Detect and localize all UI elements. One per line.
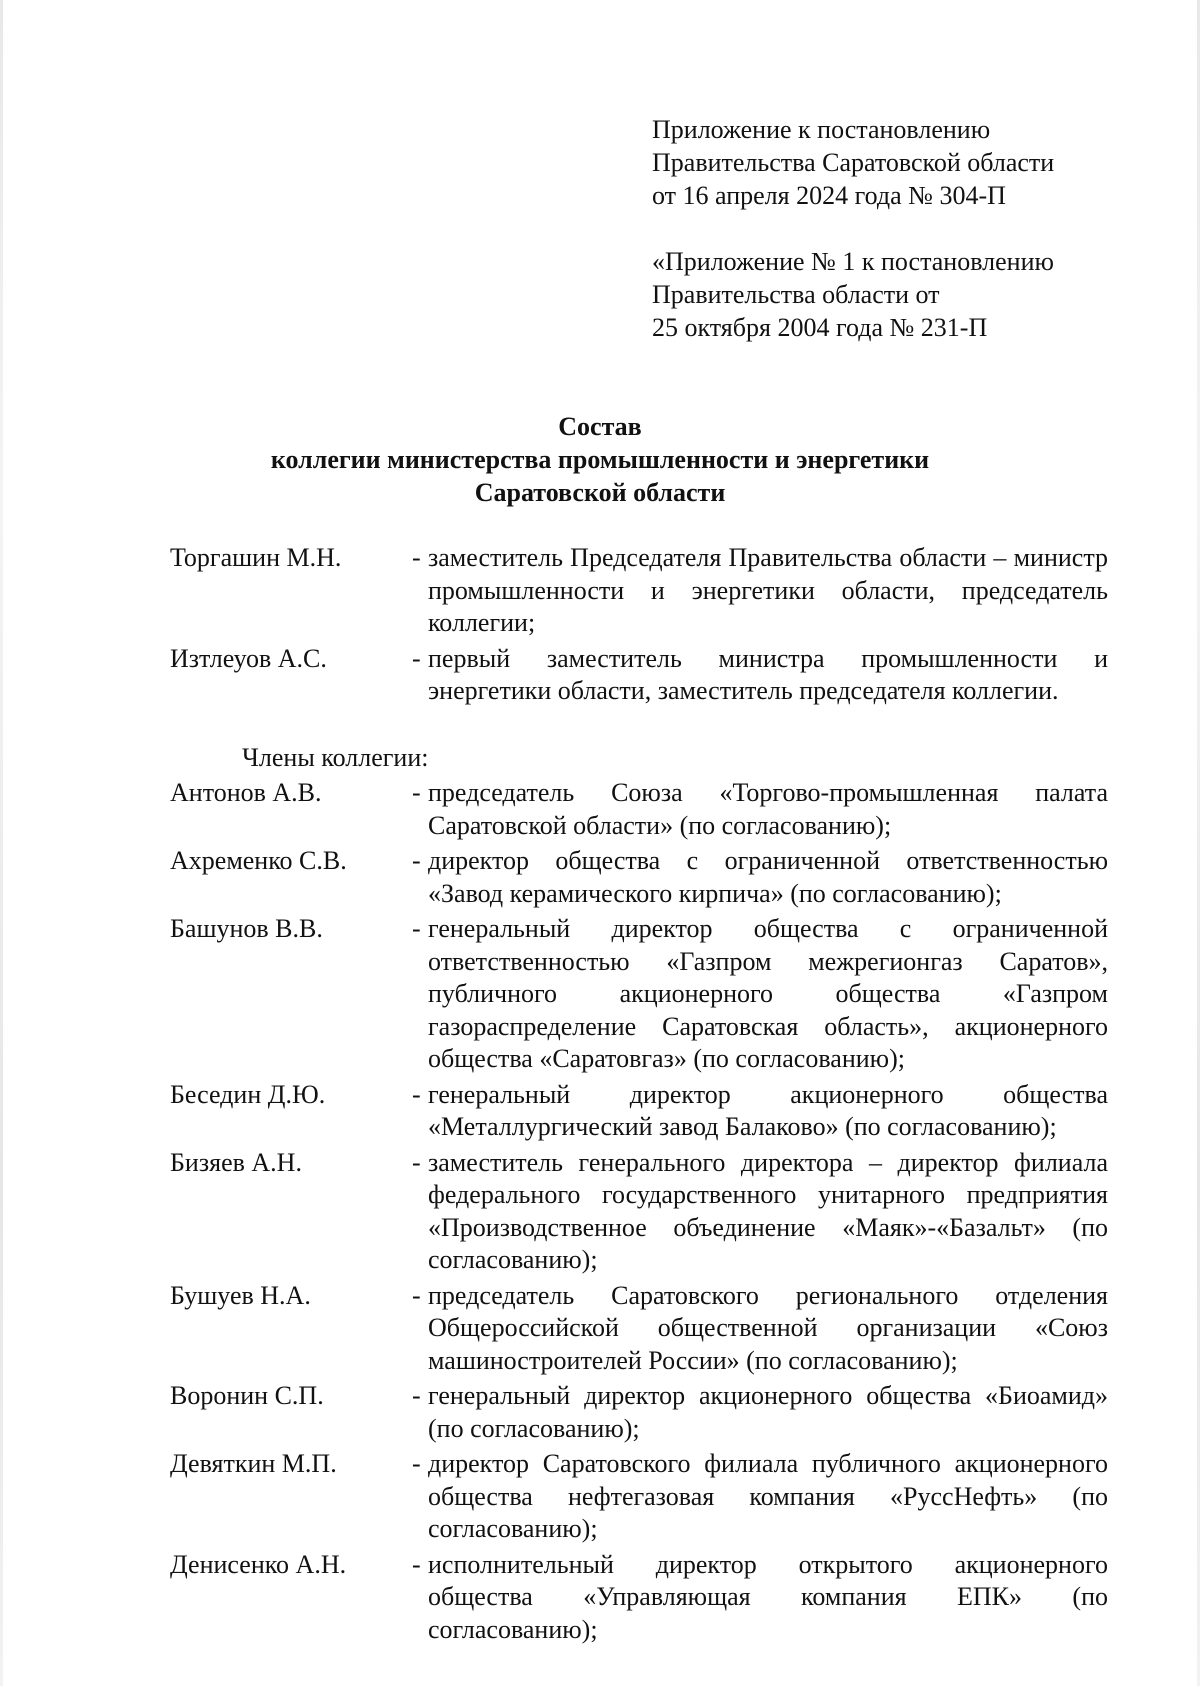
- entry-name: Девяткин М.П.: [170, 1449, 337, 1478]
- entry-description: исполнительный директор открытого акционерного общества «Управляющая компания ЕПК» (по согласованию);: [428, 1549, 1108, 1644]
- entry-name: Денисенко А.Н.: [170, 1549, 347, 1579]
- roster-entry: [170, 1448, 1108, 1546]
- entry-dash: -: [412, 1280, 421, 1310]
- entry-description: заместитель генерального директора – директор филиала федерального государственного унитарного предприятия «Производственное объединение «Маяк»-«Базальт» (по согласованию);: [428, 1147, 1108, 1274]
- roster-entry: [170, 542, 1108, 640]
- roster-entry: [170, 1079, 1108, 1144]
- entry-dash: -: [412, 1147, 421, 1177]
- entry-description: председатель Союза «Торгово-промышленная палата Саратовской области» (по согласованию);: [428, 778, 1108, 840]
- approval-block: [652, 113, 1152, 344]
- entry-description: генеральный директор акционерного общества «Металлургический завод Балаково» (по согласованию);: [428, 1079, 1108, 1141]
- entry-dash: -: [412, 1079, 421, 1109]
- approval-line: от 16 апреля 2024 года № 304-П: [652, 181, 1006, 210]
- roster-entry: [170, 643, 1108, 708]
- entry-dash: -: [412, 1549, 421, 1579]
- entry-name: Воронин С.П.: [170, 1381, 324, 1410]
- entry-description: директор общества с ограниченной ответственностью «Завод керамического кирпича» (по согласованию);: [428, 846, 1108, 908]
- approval-line: Правительства области от: [652, 280, 940, 309]
- title-line: Саратовской области: [474, 478, 726, 507]
- scan-edge-left: [0, 0, 3, 1686]
- entry-dash: -: [412, 1381, 421, 1410]
- title-line: Состав: [558, 412, 642, 441]
- approval-line: 25 октября 2004 года № 231-П: [652, 313, 988, 342]
- approval-line: Правительства Саратовской области: [652, 148, 1055, 177]
- approval-line: «Приложение № 1 к постановлению: [652, 247, 1054, 276]
- entry-description: генеральный директор акционерного общества «Биоамид» (по согласованию);: [428, 1381, 1108, 1443]
- roster-entry: [170, 1280, 1108, 1378]
- roster-entry: [170, 845, 1108, 910]
- entry-name: Торгашин М.Н.: [170, 543, 342, 572]
- roster-entry: [170, 1380, 1108, 1445]
- entry-name: Ахременко С.В.: [170, 846, 347, 875]
- entry-name: Беседин Д.Ю.: [170, 1079, 326, 1109]
- board-roster: [170, 542, 1108, 1649]
- leadership-list: [170, 542, 1108, 708]
- entry-dash: -: [412, 914, 421, 943]
- entry-name: Антонов А.В.: [170, 778, 322, 807]
- entry-dash: -: [412, 543, 421, 572]
- roster-entry: [170, 1147, 1108, 1277]
- entry-name: Башунов В.В.: [170, 914, 323, 943]
- members-heading: Члены коллегии:: [242, 742, 429, 772]
- roster-entry: [170, 1549, 1108, 1647]
- title-line: коллегии министерства промышленности и энергетики: [270, 445, 930, 474]
- entry-name: Бушуев Н.А.: [170, 1280, 311, 1310]
- entry-description: первый заместитель министра промышленности и энергетики области, заместитель председателя коллегии.: [428, 643, 1108, 705]
- entry-name: Бизяев А.Н.: [170, 1147, 302, 1177]
- roster-entry: [170, 777, 1108, 842]
- entry-description: заместитель Председателя Правительства области – министр промышленности и энергетики области, председатель коллегии;: [428, 543, 1108, 637]
- entry-description: директор Саратовского филиала публичного акционерного общества нефтегазовая компания «РуссНефть» (по согласованию);: [428, 1449, 1108, 1543]
- approval-line: Приложение к постановлению: [652, 115, 991, 144]
- entry-dash: -: [412, 643, 421, 673]
- entry-dash: -: [412, 778, 421, 807]
- entry-dash: -: [412, 1449, 421, 1478]
- entry-description: председатель Саратовского регионального отделения Общероссийской общественной организации «Союз машиностроителей России» (по согласованию);: [428, 1280, 1108, 1375]
- entry-description: генеральный директор общества с ограниченной ответственностью «Газпром межрегионгаз Саратов», публичного акционерного общества «Газпром газораспределение Саратовская область», акционерного общества «Саратовгаз» (по согласованию);: [428, 914, 1108, 1073]
- roster-entry: [170, 913, 1108, 1076]
- entry-name: Изтлеуов А.С.: [170, 643, 327, 673]
- members-list: [170, 777, 1108, 1646]
- document-title: [0, 410, 1200, 509]
- approval-gap: [652, 212, 1152, 245]
- entry-dash: -: [412, 846, 421, 875]
